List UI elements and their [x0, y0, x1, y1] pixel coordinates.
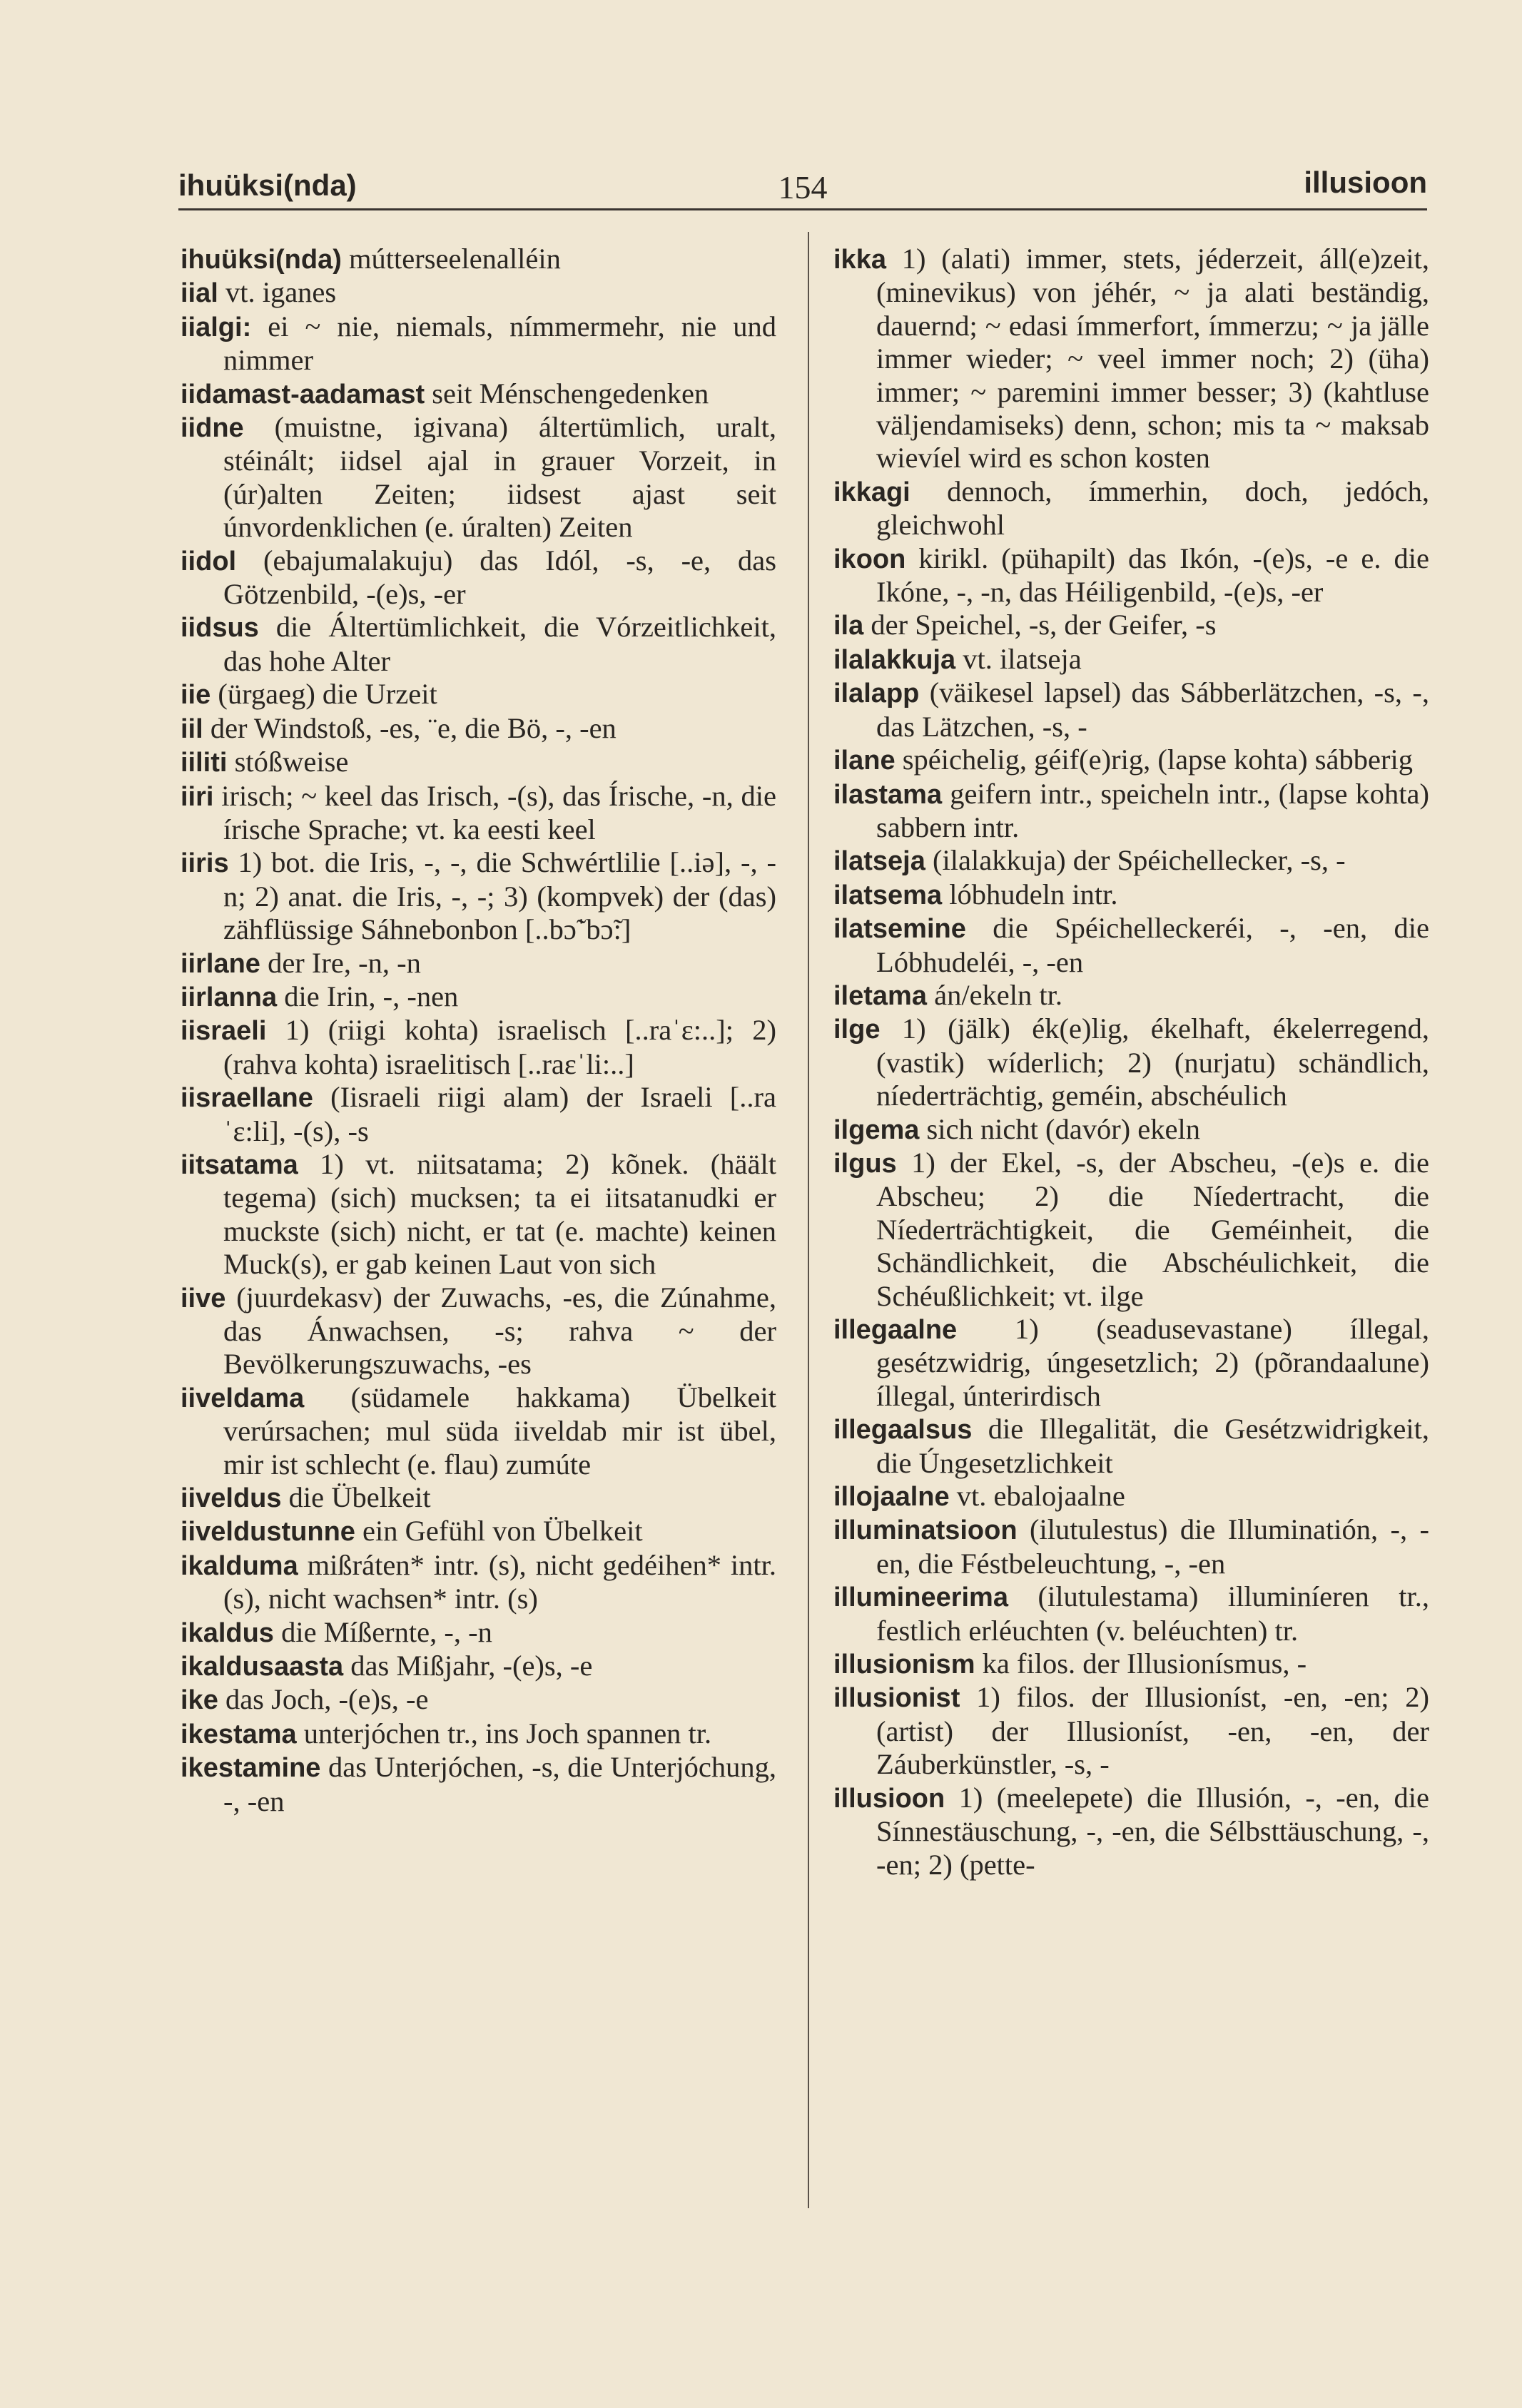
entry-definition: (ebajumalakuju) das Idól, -s, -e, das Götzenbild, -(e)s, -er [223, 544, 777, 611]
entry-headword: iitsatama [181, 1149, 298, 1180]
header-right-headword: illusioon [1304, 166, 1427, 199]
dictionary-entry [833, 1480, 1429, 1513]
dictionary-entry [181, 846, 776, 946]
entry-definition: (muistne, igivana) áltertümlich, uralt, stéinált; iidsel ajal in grauer Vorzeit, in (úr)alten Zeiten; iidsest ajast seit únvordenklichen (e. úralten) Zeiten [223, 411, 776, 544]
entry-headword: ikalduma [181, 1550, 298, 1581]
dictionary-entry [181, 1616, 776, 1650]
dictionary-entry [833, 912, 1429, 979]
entry-headword: illuminatsioon [833, 1515, 1018, 1546]
entry-definition: unterjóchen tr., ins Joch spannen tr. [303, 1717, 712, 1749]
page-header [178, 157, 1427, 207]
entry-headword: ilatseja [833, 846, 925, 877]
entry-definition: die Illegalität, die Gesétzwidrigkeit, die Úngesetzlichkeit [876, 1413, 1429, 1479]
dictionary-entry [181, 276, 776, 310]
entry-definition: (juurdekasv) der Zuwachs, -es, die Zúnahme, das Ánwachsen, -s; rahva ~ der Bevölkerungszuwachs, -es [223, 1281, 777, 1381]
entry-headword: ikoon [833, 544, 906, 574]
dictionary-entry [833, 542, 1429, 609]
dictionary-entry [833, 844, 1429, 878]
dictionary-entry [181, 1014, 776, 1081]
entry-definition: dennoch, ímmerhin, doch, jedóch, gleichwohl [876, 474, 1430, 542]
dictionary-entry [181, 411, 776, 544]
dictionary-entry [181, 712, 776, 746]
dictionary-entry [833, 475, 1429, 542]
page-number: 154 [778, 169, 828, 205]
entry-headword: iisraellane [181, 1083, 313, 1114]
entry-definition: vt. iganes [225, 276, 337, 309]
entry-headword: iidamast-aadamast [181, 379, 425, 410]
entry-definition: vt. ebalojaalne [956, 1480, 1125, 1513]
dictionary-entry [833, 1681, 1429, 1781]
entry-headword: illusionism [833, 1650, 975, 1680]
entry-headword: ikkagi [833, 477, 910, 507]
entry-definition: geifern intr., speicheln intr., (lapse kohta) sabbern intr. [876, 777, 1429, 843]
entry-headword: iidne [181, 413, 244, 444]
entry-definition: das Joch, -(e)s, -e [225, 1683, 429, 1716]
entry-definition: 1) bot. die Iris, -, -, die Schwértlilie [..iə], -, -n; 2) anat. die Iris, -, -; 3) (kompvek) der (das) zähflüssige Sáhnebonbon [..bɔ̃ˈbɔ̃:] [223, 846, 776, 946]
entry-headword: ilalapp [833, 679, 920, 709]
dictionary-entry [833, 1413, 1429, 1480]
dictionary-entry [181, 746, 776, 779]
entry-headword: illegaalne [833, 1315, 958, 1345]
header-rule [178, 208, 1427, 210]
entry-definition: kirikl. (pühapilt) das Ikón, -(e)s, -e e. die Ikóne, -, -n, das Héiligenbild, -(e)s, -er [876, 542, 1429, 609]
entry-definition: das Mißjahr, -(e)s, -e [350, 1650, 593, 1682]
dictionary-entry [181, 1515, 776, 1548]
dictionary-entry [181, 1481, 776, 1515]
entry-headword: iiveldustunne [181, 1517, 355, 1548]
entry-headword: ikaldusaasta [181, 1652, 344, 1682]
entry-definition: (ilalakkuja) der Spéichellecker, -s, - [933, 844, 1346, 877]
entry-headword: iial [181, 278, 218, 309]
entry-definition: die Míßernte, -, -n [281, 1615, 492, 1648]
entry-definition: 1) filos. der Illusioníst, -en, -en; 2) (artist) der Illusioníst, -en, -en, der Záuberkünstler, -s, - [876, 1681, 1430, 1781]
entry-definition: ka filos. der Illusionísmus, - [982, 1647, 1307, 1680]
left-column [181, 243, 776, 1818]
dictionary-entry [833, 1313, 1429, 1413]
dictionary-entry [181, 1683, 776, 1717]
header-left-headword: ihuüksi(nda) [178, 168, 357, 202]
dictionary-entry [181, 611, 776, 678]
entry-definition: 1) (jälk) ék(e)lig, ékelhaft, ékelerregend, (vastik) wíderlich; 2) (nurjatu) schändlich, níederträchtig, geméin, abschéulich [876, 1012, 1429, 1112]
dictionary-entry [181, 1281, 776, 1381]
entry-definition: 1) der Ekel, -s, der Abscheu, -(e)s e. die Abscheu; 2) die Níedertracht, die Níederträchtigkeit, die Geméinheit, die Schändlichkeit, die Abschéulichkeit, die Schéußlichkeit; vt. ilge [876, 1146, 1429, 1312]
entry-headword: iiris [181, 848, 229, 879]
entry-definition: vt. ilatseja [963, 642, 1082, 675]
entry-headword: iidol [181, 546, 237, 576]
dictionary-entry [181, 1148, 776, 1281]
entry-definition: seit Ménschengedenken [432, 377, 709, 410]
dictionary-entry [181, 243, 776, 276]
dictionary-entry [181, 1381, 776, 1481]
entry-headword: ikka [833, 245, 886, 275]
entry-headword: ilalakkuja [833, 644, 956, 675]
entry-definition: 1) (riigi kohta) israelisch [..raˈɛ:..]; 2) (rahva kohta) israelitisch [..raɛˈli:..] [223, 1014, 776, 1080]
dictionary-entry [833, 1113, 1429, 1147]
dictionary-entry [181, 1751, 776, 1818]
dictionary-entry [833, 778, 1429, 845]
dictionary-entry [833, 243, 1429, 475]
dictionary-entry [833, 1147, 1429, 1313]
entry-definition: (ürgaeg) die Urzeit [218, 678, 437, 711]
dictionary-entry [181, 1081, 776, 1148]
entry-headword: iive [181, 1283, 226, 1314]
entry-definition: án/ekeln tr. [934, 978, 1063, 1011]
entry-headword: ikaldus [181, 1617, 274, 1648]
entry-definition: mißráten* intr. (s), nicht gedéihen* intr. (s), nicht wachsen* intr. (s) [223, 1548, 776, 1615]
dictionary-entry [181, 780, 776, 847]
entry-definition: (ilutulestus) die Illuminatión, -, -en, die Féstbeleuchtung, -, -en [876, 1513, 1429, 1580]
entry-headword: ilge [833, 1015, 881, 1045]
dictionary-entry [833, 609, 1429, 642]
entry-headword: iiveldama [181, 1383, 305, 1413]
entry-headword: illegaalsus [833, 1415, 973, 1446]
dictionary-entry [181, 544, 776, 611]
dictionary-entry [181, 377, 776, 411]
entry-definition: ein Gefühl von Übelkeit [362, 1515, 643, 1548]
entry-definition: die Spéichelleckeréi, -, -en, die Lóbhudeléi, -, -en [876, 912, 1429, 978]
entry-headword: ilatsemine [833, 914, 966, 945]
dictionary-entry [181, 310, 776, 377]
entry-headword: iidsus [181, 613, 259, 644]
entry-definition: 1) (alati) immer, stets, jéderzeit, áll(e)zeit, (minevikus) von jéhér, ~ ja alati beständig, dauernd; ~ edasi ímmerfort, ímmerzu; ~ ja jälle immer wieder; ~ veel immer noch; 2) (üha) immer; ~ paremini immer besser; 3) (kahtluse väljendamiseks) denn, schon; mis ta ~ maksab wievíel wird es schon kosten [876, 243, 1429, 474]
entry-headword: iletama [833, 980, 927, 1011]
dictionary-entry [833, 1012, 1429, 1112]
entry-headword: iiveldus [181, 1483, 282, 1514]
entry-definition: irisch; ~ keel das Irisch, -(s), das Írische, -n, die írische Sprache; vt. ka eesti keel [221, 779, 777, 845]
entry-definition: der Windstoß, -es, ¨e, die Bö, -, -en [210, 711, 617, 744]
entry-headword: illusioon [833, 1783, 945, 1814]
entry-headword: ila [833, 611, 864, 641]
entry-definition: lóbhudeln intr. [949, 878, 1118, 910]
entry-headword: iisraeli [181, 1016, 267, 1047]
entry-definition: die Áltertümlichkeit, die Vórzeitlichkeit, das hohe Alter [223, 611, 776, 677]
entry-headword: ilastama [833, 779, 943, 810]
entry-headword: illojaalne [833, 1482, 950, 1513]
entry-headword: ihuüksi(nda) [181, 245, 342, 275]
dictionary-entry [833, 1513, 1429, 1580]
entry-definition: 1) (seadusevastane) íllegal, gesétzwidrig, úngesetzlich; 2) (põrandaalune) íllegal, únterirdisch [876, 1313, 1430, 1412]
column-divider [808, 232, 809, 2208]
entry-definition: der Speichel, -s, der Geifer, -s [871, 609, 1217, 641]
entry-headword: iialgi: [181, 312, 252, 342]
dictionary-entry [833, 1580, 1429, 1647]
entry-definition: spéichelig, géif(e)rig, (lapse kohta) sábberig [902, 743, 1413, 776]
entry-headword: iiliti [181, 748, 228, 778]
entry-headword: iie [181, 680, 211, 711]
dictionary-entry [181, 678, 776, 711]
entry-headword: iiri [181, 781, 214, 812]
entry-headword: ikestama [181, 1719, 297, 1749]
entry-definition: mútterseelenalléin [349, 243, 561, 275]
entry-definition: das Unterjóchen, -s, die Unterjóchung, -, -en [223, 1751, 777, 1817]
entry-headword: ilgus [833, 1148, 897, 1179]
entry-definition: stóßweise [234, 746, 349, 778]
dictionary-entry [833, 1782, 1429, 1881]
dictionary-entry [833, 979, 1429, 1012]
dictionary-entry [833, 743, 1429, 777]
right-column [833, 243, 1429, 1881]
entry-definition: (ilutulestama) illuminíeren tr., festlich erléuchten (v. beléuchten) tr. [876, 1580, 1430, 1647]
entry-headword: illusionist [833, 1683, 960, 1714]
entry-headword: ilatsema [833, 880, 943, 910]
entry-headword: ikestamine [181, 1753, 321, 1784]
entry-definition: sich nicht (davór) ekeln [926, 1112, 1200, 1145]
entry-headword: iil [181, 713, 203, 744]
dictionary-entry [833, 643, 1429, 676]
entry-definition: (väikesel lapsel) das Sábberlätzchen, -s, -, das Lätzchen, -s, - [876, 676, 1429, 743]
entry-headword: ike [181, 1685, 218, 1716]
entry-definition: die Übelkeit [288, 1481, 431, 1514]
dictionary-entry [833, 676, 1429, 743]
entry-headword: iirlanna [181, 982, 278, 1012]
dictionary-entry [181, 980, 776, 1014]
entry-headword: illumineerima [833, 1583, 1008, 1613]
dictionary-entry [181, 1717, 776, 1751]
entry-headword: ilgema [833, 1114, 920, 1145]
entry-definition: der Ire, -n, -n [268, 946, 421, 979]
dictionary-entry [181, 1549, 776, 1616]
entry-headword: ilane [833, 746, 896, 776]
entry-definition: ei ~ nie, niemals, nímmermehr, nie und nimmer [223, 310, 776, 377]
entry-definition: die Irin, -, -nen [284, 980, 459, 1012]
dictionary-entry [181, 947, 776, 980]
entry-definition: (Iisraeli riigi alam) der Israeli [..raˈɛ:li], -(s), -s [223, 1081, 777, 1147]
entry-definition: (südamele hakkama) Übelkeit verúrsachen; mul süda iiveldab mir ist übel, mir ist schlecht (e. flau) zumúte [223, 1381, 776, 1480]
entry-definition: 1) vt. niitsatama; 2) kõnek. (häält tegema) (sich) mucksen; ta ei iitsatanudki er muckste (sich) nicht, er tat (e. machte) keinen Muck(s), er gab keinen Laut von sich [223, 1147, 776, 1281]
entry-headword: iirlane [181, 948, 260, 979]
dictionary-entry [833, 878, 1429, 912]
dictionary-entry [181, 1650, 776, 1683]
dictionary-entry [833, 1647, 1429, 1681]
entry-definition: 1) (meelepete) die Illusión, -, -en, die Sínnestäuschung, -, -en, die Sélbsttäuschung, -, -en; 2) (pette- [876, 1781, 1430, 1881]
